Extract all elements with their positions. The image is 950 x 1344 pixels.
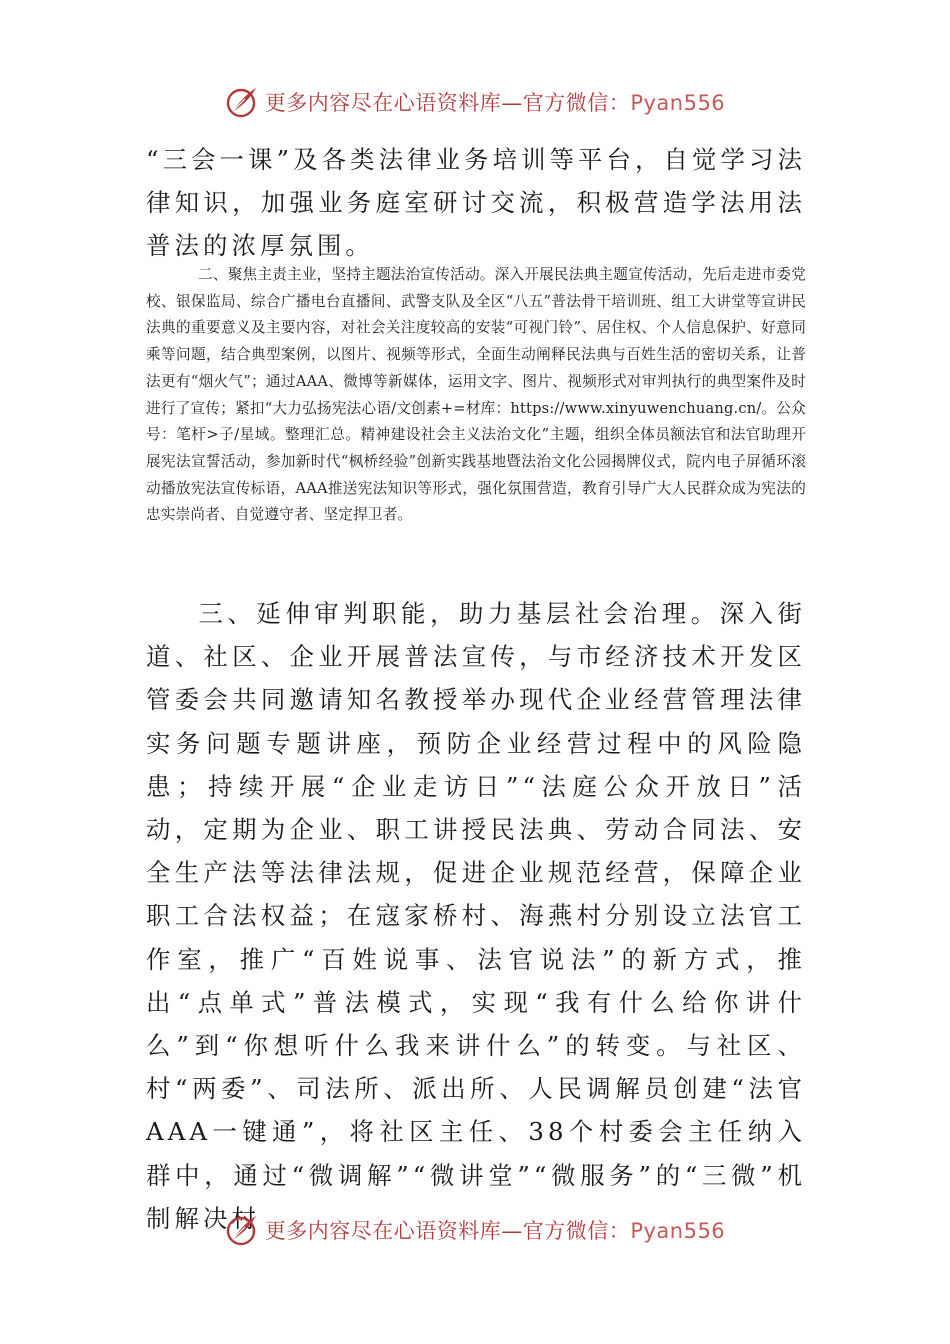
paragraph-section-two <box>146 262 806 529</box>
header-banner-text <box>265 87 725 117</box>
header-banner-label: 更多内容尽在心语资料库—官方微信： <box>264 91 631 115</box>
header-banner <box>0 82 950 122</box>
paragraph-section-two-text: 二、聚焦主责主业，坚持主题法治宣传活动。深入开展民法典主题宣传活动，先后走进市委党校、银保监局、综合广播电台直播间、武警支队及全区“八五”普法骨干培训班、组工大讲堂等宣讲民法典的重要意义及主要内容，对社会关注度较高的安装“可视门铃”、居住权、个人信息保护、好意同乘等问题，结合典型案例，以图片、视频等形式，全面生动阐释民法典与百姓生活的密切关系，让普法更有“烟火气”；通过AAA、微博等新媒体，运用文字、图片、视频形式对审判执行的典型案件及时进行了宣传；紧扣“大力弘扬宪法心语/文创素+=材库：https://www.xinyuwenchuang.cn/。公众号：笔杆>子/星域。整理汇总。精神建设社会主义法治文化”主题，组织全体员额法官和法官助理开展宪法宣誓活动，参加新时代“枫桥经验”创新实践基地暨法治文化公园揭牌仪式，院内电子屏循环滚动播放宪法宣传标语，AAA推送宪法知识等形式，强化氛围营造，教育引导广大人民群众成为宪法的忠实崇尚者、自觉遵守者、坚定捍卫者。 <box>146 266 806 524</box>
paragraph-section-three <box>146 592 806 1240</box>
footer-wechat-id: Pyan556 <box>630 1219 726 1243</box>
quill-logo-icon <box>225 1213 259 1247</box>
footer-banner-label: 更多内容尽在心语资料库—官方微信： <box>264 1219 631 1243</box>
paragraph-section-three-text: 三、延伸审判职能，助力基层社会治理。深入街道、社区、企业开展普法宣传，与市经济技术开发区管委会共同邀请知名教授举办现代企业经营管理法律实务问题专题讲座，预防企业经营过程中的风险隐患；持续开展“企业走访日”“法庭公众开放日”活动，定期为企业、职工讲授民法典、劳动合同法、安全生产法等法律法规，促进企业规范经营，保障企业职工合法权益；在寇家桥村、海燕村分别设立法官工作室，推广“百姓说事、法官说法”的新方式，推出“点单式”普法模式，实现“我有什么给你讲什么”到“你想听什么我来讲什么”的转变。与社区、村“两委”、司法所、派出所、人民调解员创建“法官AAA一键通”，将社区主任、38个村委会主任纳入群中，通过“微调解”“微讲堂”“微服务”的“三微”机制解决村 <box>146 599 806 1233</box>
quill-logo-icon <box>225 85 259 119</box>
footer-banner <box>0 1210 950 1250</box>
footer-banner-text <box>265 1215 725 1245</box>
header-wechat-id: Pyan556 <box>630 91 726 115</box>
paragraph-continuation: “三会一课”及各类法律业务培训等平台，自觉学习法律知识，加强业务庭室研讨交流，积极营造学法用法普法的浓厚氛围。 <box>146 145 806 261</box>
